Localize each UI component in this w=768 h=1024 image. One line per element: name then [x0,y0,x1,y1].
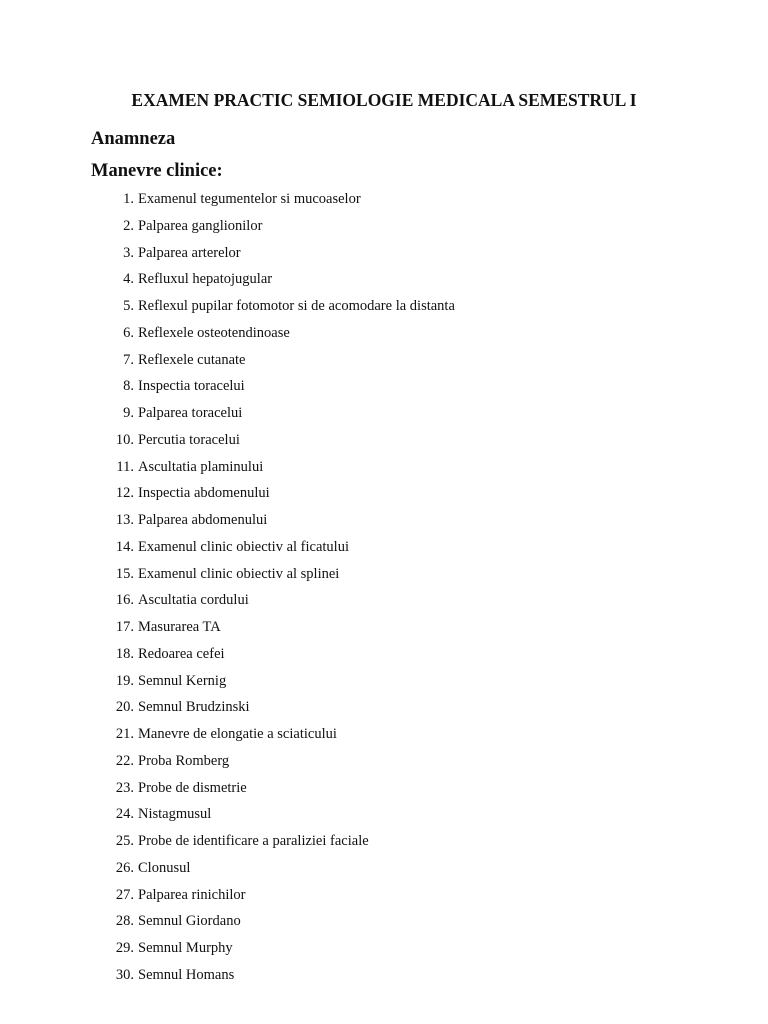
list-item-number: 23. [115,779,134,796]
section-heading-anamneza: Anamneza [91,129,176,149]
list-item-text: Inspectia abdomenului [138,485,270,502]
list-item-number: 13. [115,512,134,528]
list-item-number: 8. [123,378,134,395]
list-item-number: 3. [123,244,134,261]
list-item-number: 16. [115,592,134,609]
list-item-text: Probe de dismetrie [138,779,247,796]
list-item-text: Ascultatia plaminului [138,458,264,475]
list-item-number: 27. [115,886,134,903]
list-item-number: 12. [115,485,134,502]
list-item-text: Nistagmusul [138,806,212,823]
list-item-number: 7. [123,351,134,368]
document-title: EXAMEN PRACTIC SEMIOLOGIE MEDICALA SEMESTRUL I [131,90,637,110]
list-item-text: Palparea abdomenului [138,512,268,528]
list-item-number: 22. [115,752,134,769]
list-item-number: 2. [123,217,134,234]
list-item-text: Refluxul hepatojugular [138,271,273,288]
list-item-text: Reflexele osteotendinoase [138,324,290,341]
list-item-text: Examenul tegumentelor si mucoaselor [138,191,361,207]
list-item-text: Semnul Brudzinski [138,699,250,716]
section-heading-manevre-clinice: Manevre clinice: [91,161,223,181]
list-item-number: 20. [115,699,134,716]
list-item-number: 15. [115,565,134,582]
list-item-number: 14. [115,538,134,555]
list-item-number: 18. [115,645,134,662]
list-item-number: 19. [115,672,134,689]
list-item-text: Semnul Murphy [138,940,233,956]
list-item-text: Reflexul pupilar fotomotor si de acomodare la distanta [138,298,455,314]
list-item-text: Redoarea cefei [138,645,225,662]
list-item-text: Clonusul [138,859,191,876]
list-item-number: 29. [115,940,134,956]
list-item-text: Palparea arterelor [138,244,241,261]
list-item-number: 24. [115,806,134,823]
list-item-text: Probe de identificare a paraliziei faciale [138,833,369,849]
list-item-number: 10. [115,431,134,448]
list-item-text: Percutia toracelui [138,431,240,448]
list-item-text: Masurarea TA [138,619,221,635]
list-item-number: 21. [115,726,134,742]
list-item-text: Inspectia toracelui [138,378,245,395]
list-item-text: Ascultatia cordului [138,592,249,609]
list-item-number: 4. [123,271,134,288]
list-item-text: Semnul Giordano [138,913,241,930]
list-item-number: 5. [123,298,134,314]
list-item-text: Examenul clinic obiectiv al ficatului [138,538,349,555]
list-item-number: 11. [116,458,134,475]
list-item-number: 17. [115,619,134,635]
list-item-text: Examenul clinic obiectiv al splinei [138,565,340,582]
list-item-number: 1. [123,191,134,207]
list-item-number: 9. [123,405,134,421]
list-item-number: 6. [123,324,134,341]
list-item-number: 28. [115,913,134,930]
list-item-text: Proba Romberg [138,752,230,769]
list-item-text: Palparea rinichilor [138,886,246,903]
list-item-number: 26. [115,859,134,876]
list-item-text: Semnul Homans [138,966,235,983]
list-item-text: Palparea ganglionilor [138,217,263,234]
list-item-number: 30. [115,966,134,983]
list-item-number: 25. [115,833,134,849]
list-item-text: Manevre de elongatie a sciaticului [138,726,337,742]
list-item-text: Palparea toracelui [138,405,243,421]
list-item-text: Reflexele cutanate [138,351,246,368]
list-item-text: Semnul Kernig [138,672,227,689]
